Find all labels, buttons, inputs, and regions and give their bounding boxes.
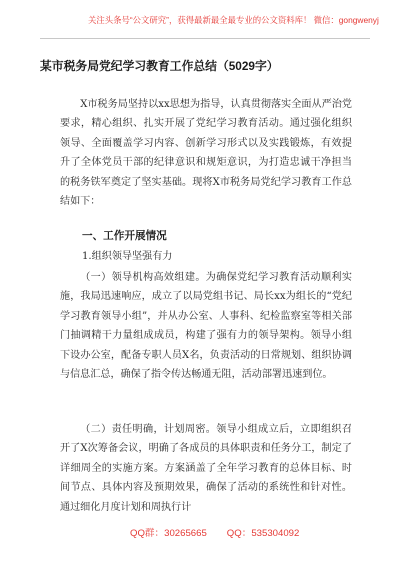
qq-group-number: QQ群：30265665 <box>130 528 207 539</box>
intro-paragraph: X市税务局坚持以xx思想为指导，认真贯彻落实全面从严治党要求，精心组织、扎实开展了党纪学习教育活动。通过强化组织领导、全面覆盖学习内容、创新学习形式以及实践锻炼，有效提升了全体党员干部的纪律意识和规矩意识，为打造忠诚干净担当的税务铁军奠定了坚实基础。现将X市税务局党纪学习教育工作总结如下： <box>60 99 352 208</box>
body-paragraph: （二）责任明确，计划周密。领导小组成立后，立即组织召开了X次筹备会议，明确了各成员的具体职责和任务分工，制定了详细周全的实施方案。方案涵盖了全年学习教育的总体目标、时间节点、具体内容及预期效果，确保了活动的系统性和针对性。通过细化月度计划和周执行计 <box>60 424 352 513</box>
qq-number: QQ：535304092 <box>226 528 300 539</box>
section-heading: 一、工作开展情况 <box>82 230 167 242</box>
header-divider <box>40 38 370 39</box>
body-paragraph: （一）领导机构高效组建。为确保党纪学习教育活动顺利实施，我局迅速响应，成立了以局党组书记、局长xx为组长的“党纪学习教育领导小组”，并从办公室、人事科、纪检监察室等相关部门抽调精干力量组成成员，构建了强有力的领导架构。领导小组下设办公室，配备专职人员X名，负责活动的日常规划、组织协调与信息汇总，确保了指令传达畅通无阻，活动部署迅速到位。 <box>60 272 352 381</box>
document-title: 某市税务局党纪学习教育工作总结（5029字） <box>40 59 279 73</box>
header-banner: 关注头条号“公文研究”，获得最新最全最专业的公文资料库！ 微信：gongwenyj <box>88 15 379 25</box>
footer-contact <box>130 526 330 542</box>
subsection-heading: 1.组织领导坚强有力 <box>82 251 173 262</box>
